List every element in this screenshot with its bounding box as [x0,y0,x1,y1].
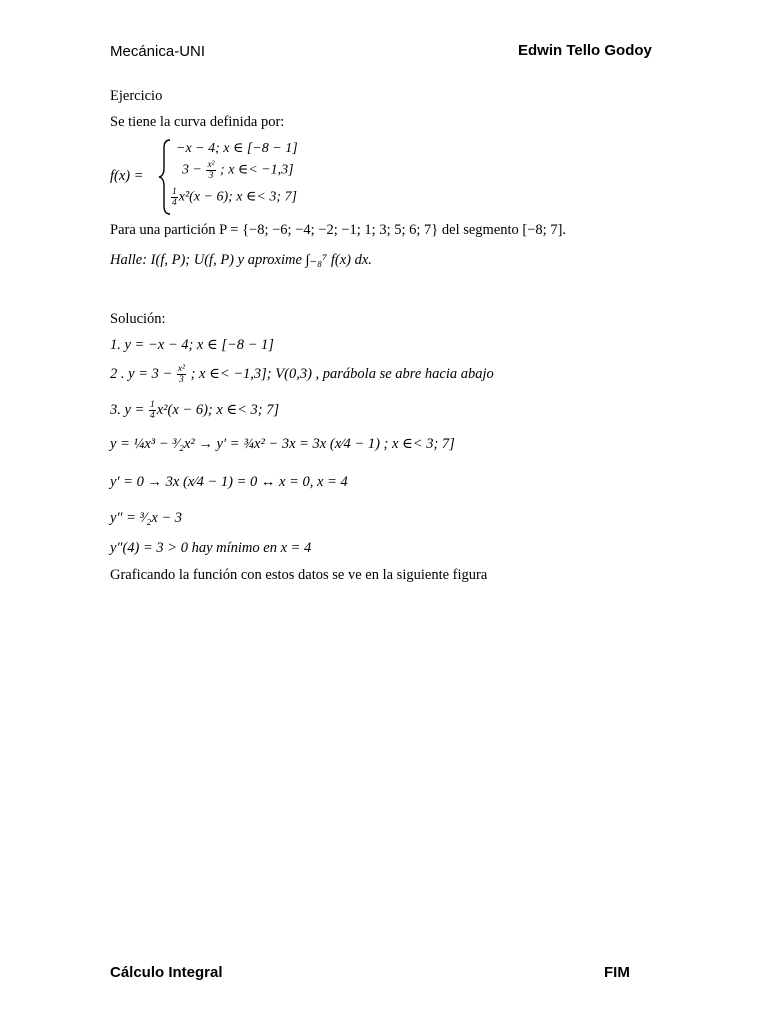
task-statement: Halle: I(f, P); U(f, P) y aproxime ∫₋₈⁷ f(x) dx. [110,252,372,268]
solution-step-2: 2 . y = 3 − $\frac{\text{x²}}{3}$ ; x ∈< −1,3]; V(0,3) , parábola se abre hacia abajo [110,364,494,385]
solution-second-derivative: y″ = ³⁄₂x − 3 [110,510,183,526]
exercise-title: Ejercicio [110,88,163,104]
solution-step-1: 1. y = −x − 4; x ∈ [−8 − 1] [110,337,274,353]
footer-faculty: FIM [604,964,630,981]
solution-title: Solución: [110,311,166,327]
partition-statement: Para una partición P = {−8; −6; −4; −2; −1; 1; 3; 5; 6; 7} del segmento [−8; 7]. [110,222,567,238]
function-label: f(x) = [110,168,144,184]
header-author: Edwin Tello Godoy [518,42,652,59]
solution-derivative: y = ¼x³ − ³⁄₂x² → y′ = ¾x² − 3x = 3x (x⁄4 − 1) ; x ∈< 3; 7] [110,436,455,452]
problem-intro: Se tiene la curva definida por: [110,114,285,130]
header-course: Mecánica-UNI [110,43,206,60]
piecewise-case-2: 3 − $\frac{\text{x²}}{3}$ ; x ∈< −1,3] [182,160,294,181]
footer-subject: Cálculo Integral [110,964,223,981]
solution-step-3: 3. y = $\frac{1}{4}$ x²(x − 6); x ∈< 3; 7] [110,400,280,421]
solution-critical-points: y′ = 0 → 3x (x⁄4 − 1) = 0 ↔ x = 0, x = 4 [110,474,348,490]
solution-minimum: y″(4) = 3 > 0 hay mínimo en x = 4 [110,540,312,556]
solution-graph-note: Graficando la función con estos datos se ve en la siguiente figura [110,567,488,583]
piecewise-case-3: $\frac{1}{4}$ x²(x − 6); x ∈< 3; 7] [172,187,297,208]
piecewise-case-1: −x − 4; x ∈ [−8 − 1] [176,141,298,156]
